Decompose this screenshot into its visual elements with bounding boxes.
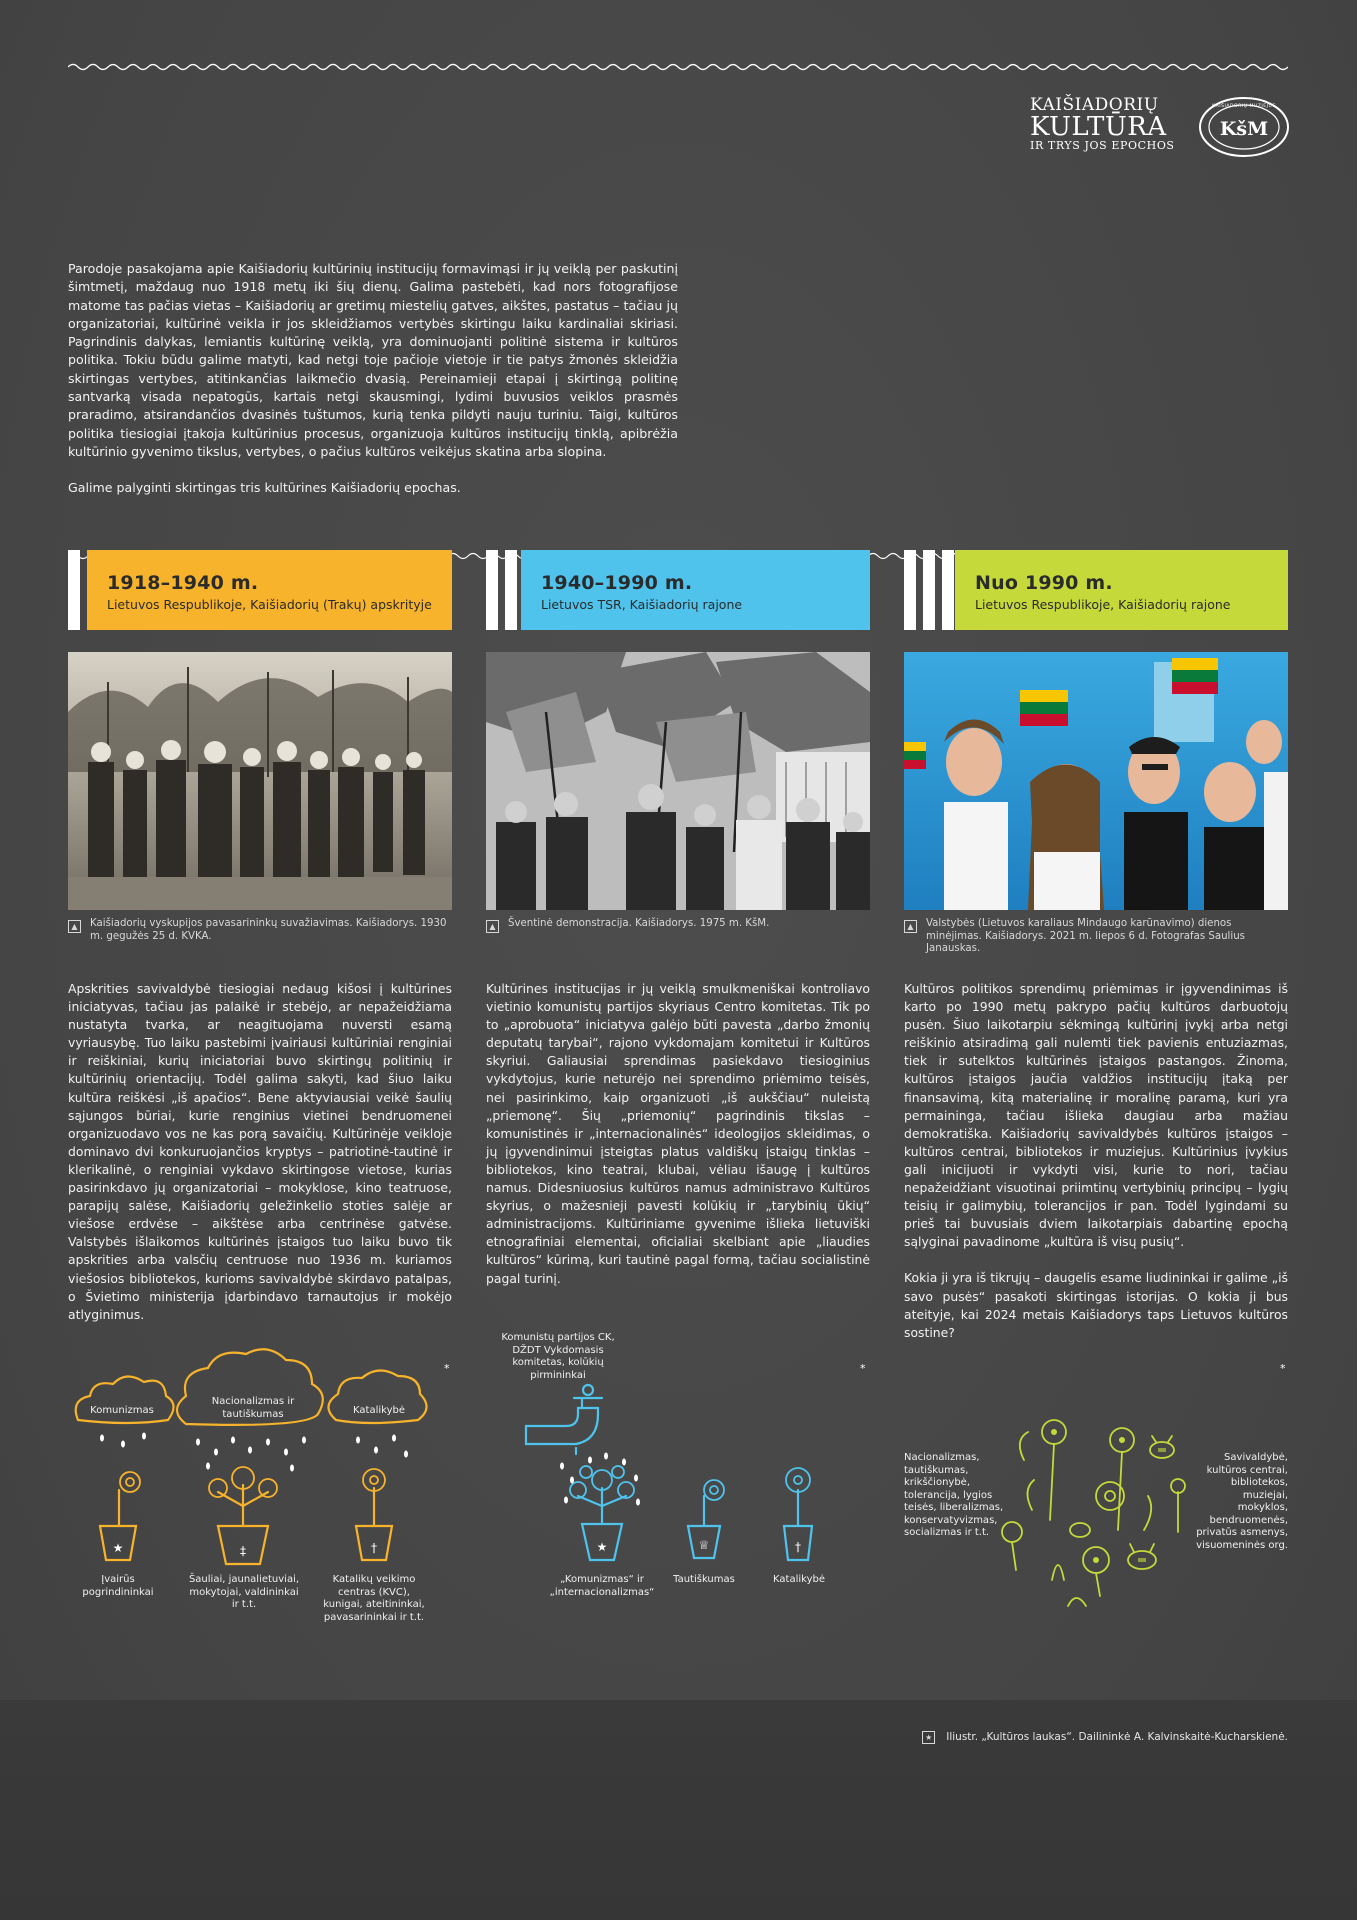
- top-wavy-rule: [68, 60, 1288, 74]
- intro-paragraph-1: Parodoje pasakojama apie Kaišiadorių kultūrinių institucijų formavimąsi ir jų veiklą per paskutinį šimtmetį, maždaug nuo 1918 metų iki šių dienų. Galima pastebėti, kad nors fotografijose matome tas pačias vietas – Kaišiadorių ar gretimų miestelių gatves, aikštes, pastatus – tačiau jų organizatoriai, kultūrinė veikla ir jos skleidžiamos vertybės skirtingu laiku kardinaliai skiriasi. Pagrindinis dalykas, lemiantis kultūrinę veiklą, yra dominuojanti politinė sistema ir kultūros politika. Tokiu būdu galime matyti, kad netgi toje pačioje vietoje ir tie patys žmonės skleidžia skirtingas vertybes, atitinkančias laikmečio dvasią. Pereinamieji etapai į skirtingą politinę santvarką visada nepatogūs, kartais netgi skausmingi, lydimi buvusios veiklos prasmės praradimo, atsirandančios dvasinės tuštumos, kurią tenka pildyti nauju turiniu. Taigi, kultūros politika tiesiogiai įtakoja kultūrinius procesus, organizuoja kultūros institucijų tinklą, apibrėžia kultūrinio gyvenimo tikslus, vertybes, o pačius kultūros veikėjus skatina arba slopina.: [68, 261, 678, 459]
- cloud-label-communism: Komunizmas: [90, 1405, 154, 1416]
- logo-line-2: KULTŪRA: [1030, 112, 1167, 142]
- period-header-1918: [68, 550, 452, 630]
- logo-wordmark: [1030, 96, 1180, 152]
- period-year: 1940–1990 m.: [541, 572, 693, 594]
- period-stripes: [486, 550, 517, 630]
- period-year: Nuo 1990 m.: [975, 572, 1113, 594]
- bottom-label-underground: Įvairūs pogrindininkai: [82, 1574, 154, 1598]
- illustration-1918: [68, 1320, 452, 1650]
- period-box: [955, 550, 1288, 630]
- star-box-icon: ★: [922, 1731, 935, 1744]
- illustration-credit: [922, 1731, 1288, 1743]
- period-box: [521, 550, 870, 630]
- caption-text: Valstybės (Lietuvos karaliaus Mindaugo karūnavimo) dienos minėjimas. Kaišiadorys. 2021 m. liepos 6 d. Fotografas Saulius Janauskas.: [926, 918, 1245, 955]
- illustration-1940: [486, 1320, 870, 1650]
- column-paragraph: Kultūrines institucijas ir jų veiklą smulkmeniškai kontroliavo vietinio komunistų partijos skyriaus Centro komitetas. Tik po to „aprobuota“ iniciatyva galėjo būti pavesta „darbo žmonių deputatų tarybai“, rajono vykdomajam komitetui ir Kultūros skyriui. Galiausiai sprendimas pasiekdavo tiesioginius vykdytojus, kurie neturėjo nei sprendimo priėmimo teisės, nei pasirinkimo, kaip organizuoti „iš aukščiau“ nuleistą „priemonę“. Šių „priemonių“ pagrindinis tikslas – komunistinės ir „internacionalinės“ ideologijos skleidimas, o jų įgyvendinimui įsteigtas platus valdiškų įstaigų tinklas – bibliotekos, kino teatrai, klubai, vėliau išaugę į kultūros namus. Didesniuosius kultūros namus administravo Kultūros skyrius, o mažesnieji pavesti kolūkių ir „tarybinių ūkių“ administracijoms. Kultūriniame gyvenime išlieka lietuviški etnografiniai elementai, oficialiai skelbiant apie „liaudies kultūros“ kūrimą, kuri tautinė pagal formą, tačiau socialistinė pagal turinį.: [486, 981, 870, 1286]
- bottom-label-nationality: Tautiškumas: [673, 1574, 735, 1585]
- svg-text:†: †: [371, 1541, 377, 1555]
- caption-text: Kaišiadorių vyskupijos pavasarininkų suvažiavimas. Kaišiadorys. 1930 m. gegužės 25 d. KVKA.: [90, 918, 447, 942]
- period-subtitle: Lietuvos TSR, Kaišiadorių rajone: [541, 597, 743, 612]
- period-stripes: [68, 550, 80, 630]
- period-subtitle: Lietuvos Respublikoje, Kaišiadorių (Trakų) apskrityje: [107, 597, 432, 612]
- values-label: Nacionalizmas, tautiškumas, krikščionybė, tolerancija, lygios teisės, liberalizmas, konservatyvizmas, socializmas ir t.t.: [904, 1452, 1004, 1538]
- column-paragraph: Apskrities savivaldybė tiesiogiai nedaug kišosi į kultūrines iniciatyvas, tačiau jas palaikė ir stebėjo, ar nepažeidžiama nustatyta tvarka, ar neagituojama nuversti esamą vyriausybę. Tuo laiku pastebimi įvairiausi kultūriniai renginiai ir reiškiniai, kurių iniciatoriai buvo skirtingų politinių ir kultūrinių orientacijų. Todėl galima sakyti, kad šiuo laiku kultūra reiškėsi „iš apačios“. Bene aktyviausiai veikė šaulių sąjungos būriai, kurie renginius vietinei bendruomenei organizuodavo vos ne kas porą savaičių. Kultūrinėje veikloje dominavo dvi konkuruojančios kryptys – patriotinė-tautinė ir klerikalinė, o renginiai vykdavo skirtingose vietose, kurias pasirinkdavo jų organizatoriai – mokyklose, kino teatruose, parapijų salėse, Kaišiadorių geležinkelio stoties salėje ar viešose erdvėse – aikštėse arba centrinėse gatvėse. Valstybės išlaikomos kultūrinės įstaigos tuo laiku buvo tik apskrities arba valsčių centruose nuo 1936 m. kuriamos viešosios bibliotekos, kurioms savivaldybė skirdavo patalpas, o Švietimo ministerija įdarbindavo tarnautojus ir mokėjo atlyginimus.: [68, 981, 452, 1322]
- svg-text:★: ★: [596, 1540, 608, 1554]
- column-paragraph: Kultūros politikos sprendimų priėmimas ir įgyvendinimas iš karto po 1990 metų pakrypo pačių kultūros darbuotojų pusėn. Šiuo laikotarpiu sėkmingą kultūrinį įvykį arba netgi reiškinio atsiradimą gali nulemti tiek pavienis entuziazmas, tiek ir sutelktos kultūrinės įstaigos pastangos. Žinoma, kultūros įstaigos jaučia valdžios institucijų įtaką per finansavimą, kitą materialinę ir moralinę paramą, kuri yra permaininga, tačiau išlieka daugiau arba mažiau demokratiška. Kaišiadorių savivaldybės kultūros įstaigos – kultūros centrai, bibliotekos ir muziejus. Kultūrinius įvykius gali inicijuoti ir vykdyti visi, kurie to nori, tačiau nepažeidžiant visuotinai priimtinų vertybinių principų – lygių teisių ir galimybių, tolerancijos ir pan. Todėl lygindami su prieš tai buvusiais dviem laikotarpiais dabartinę epochą sąlyginai pavadinome „kultūra iš visų pusių“.: [904, 981, 1288, 1250]
- cloud-label-nationalism: Nacionalizmas ir tautiškumas: [211, 1396, 295, 1420]
- caption-text: Šventinė demonstracija. Kaišiadorys. 1975 m. KšM.: [508, 918, 770, 929]
- institutions-label: Savivaldybė, kultūros centrai, bibliotekos, muziejai, mokyklos, bendruomenės, privatūs asmenys, visuomeninės org.: [1196, 1452, 1288, 1551]
- photo-caption-3: [904, 918, 1288, 956]
- photo-caption-2: [486, 918, 870, 931]
- cloud-label-catholicism: Katalikybė: [353, 1405, 405, 1416]
- camera-icon: ▲: [904, 920, 917, 933]
- exhibition-logo: [1030, 96, 1290, 162]
- period-year: 1918–1940 m.: [107, 572, 259, 594]
- museum-seal-icon: [1198, 96, 1290, 158]
- photo-2021-state-day: [904, 652, 1288, 910]
- photo-1975-demonstration: [486, 652, 870, 910]
- photo-1930-congress: [68, 652, 452, 910]
- credit-text: Iliustr. „Kultūros laukas“. Dailininkė A. Kalvinskaitė-Kucharskienė.: [946, 1731, 1288, 1743]
- photo-caption-1: [68, 918, 452, 943]
- camera-icon: ▲: [68, 920, 81, 933]
- svg-text:†: †: [795, 1540, 801, 1554]
- period-subtitle: Lietuvos Respublikoje, Kaišiadorių rajone: [975, 597, 1231, 612]
- bottom-label-communism: „Komunizmas“ ir „internacionalizmas“: [549, 1574, 655, 1598]
- svg-text:★: ★: [112, 1541, 124, 1555]
- bottom-label-riflemen: Šauliai, jaunalietuviai, mokytojai, valdininkai ir t.t.: [188, 1574, 300, 1610]
- logo-line-1: KAIŠIADORIŲ: [1030, 95, 1159, 115]
- illustration-star-mark: *: [444, 1362, 450, 1375]
- seal-monogram: KšM: [1219, 118, 1269, 140]
- intro-text: [68, 260, 678, 498]
- column-text-1990: [904, 980, 1288, 1342]
- column-text-1918: [68, 980, 452, 1324]
- top-label-party: Komunistų partijos CK, DŽDT Vykdomasis komitetas, kolūkių pirmininkai: [501, 1332, 615, 1381]
- period-box: [87, 550, 452, 630]
- logo-line-3: IR TRYS JOS EPOCHOS: [1030, 139, 1175, 152]
- seal-ring-text: KAIŠIADORIŲ MUZIEJUS: [1212, 104, 1276, 109]
- period-header-1940: [486, 550, 870, 630]
- illustration-1990: [904, 1320, 1288, 1650]
- period-stripes: [904, 550, 954, 630]
- bottom-label-catholicism: Katalikybė: [773, 1574, 825, 1585]
- column-text-1940: [486, 980, 870, 1288]
- illustration-star-mark: *: [1280, 1362, 1286, 1375]
- camera-icon: ▲: [486, 920, 499, 933]
- svg-text:‡: ‡: [240, 1544, 246, 1558]
- period-header-1990: [904, 550, 1288, 630]
- svg-text:♕: ♕: [698, 1538, 710, 1552]
- column-paragraph: Kokia ji yra iš tikrųjų – daugelis esame liudininkai ir galime „iš savo pusės“ pasakoti skirtingas istorijas. O kokia ji bus ateityje, kai 2024 metais Kaišiadorys taps Lietuvos kultūros sostine?: [904, 1270, 1288, 1340]
- illustration-star-mark: *: [860, 1362, 866, 1375]
- intro-paragraph-2: Galime palyginti skirtingas tris kultūrines Kaišiadorių epochas.: [68, 480, 461, 496]
- bottom-label-catholic-centre: Katalikų veikimo centras (KVC), kunigai, ateitininkai, pavasarininkai ir t.t.: [323, 1574, 425, 1623]
